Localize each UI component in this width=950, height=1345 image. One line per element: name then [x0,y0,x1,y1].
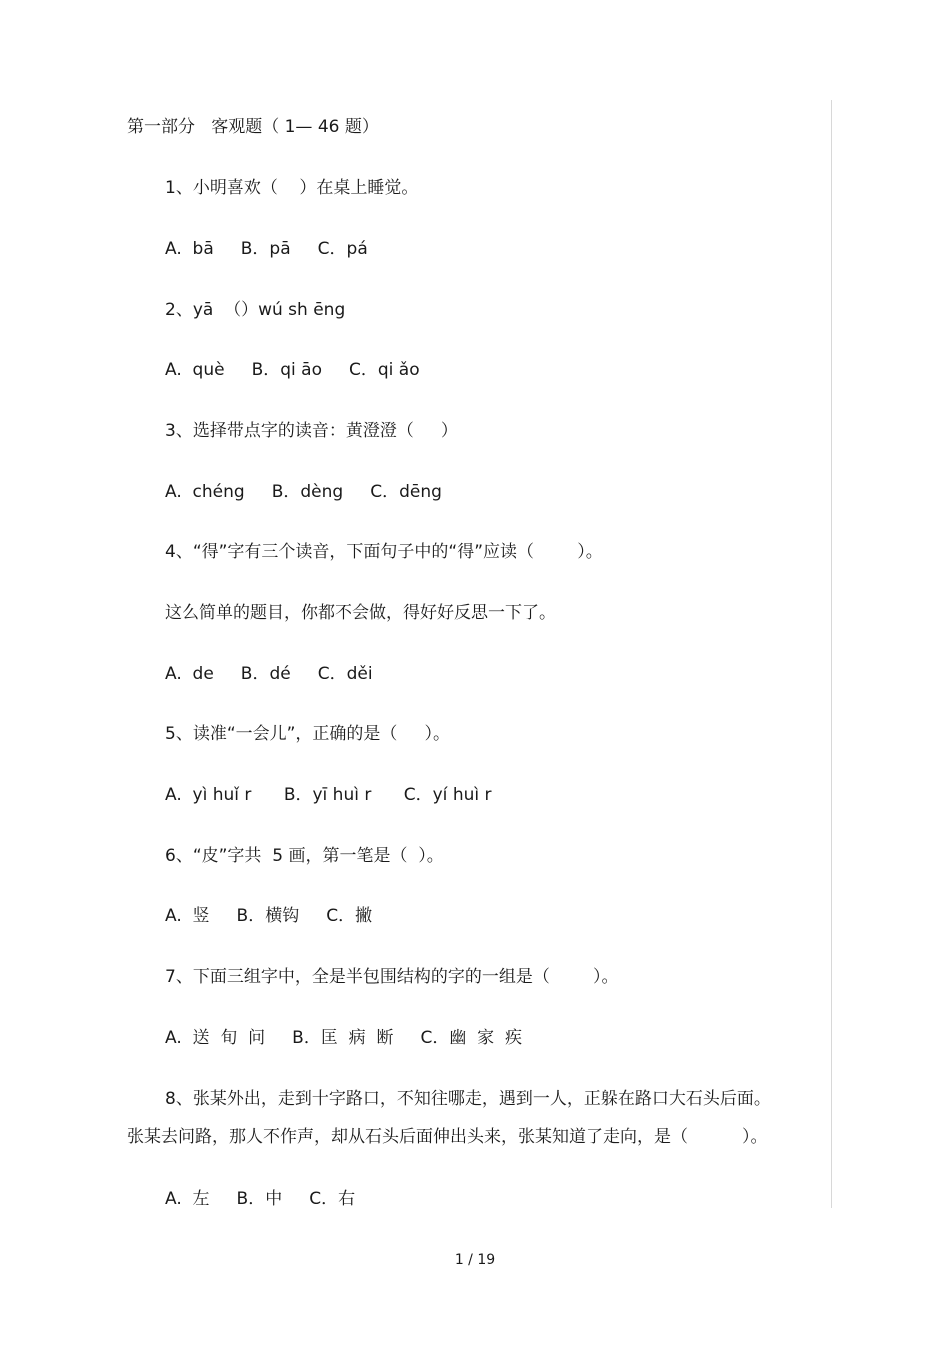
question-7-stem: 7、下面三组字中，全是半包围结构的字的一组是（ ）。 [165,967,619,987]
question-5-stem: 5、读准“一会儿”，正确的是（ ）。 [165,724,450,744]
question-8-options: A. 左 B．中 C．右 [165,1189,356,1209]
question-4-options: A. de B．dé C．děi [165,664,373,684]
section-title: 第一部分 客观题（ 1— 46 题） [127,117,379,137]
question-3-stem: 3、选择带点字的读音：黄澄澄（ ） [165,421,458,441]
question-7-options: A. 送 旬 问 B．匡 病 断 C．幽 家 疾 [165,1028,522,1048]
question-5-options: A. yì huǐ r B．yī huì r C．yí huì r [165,785,492,805]
question-2-options: A. què B．qi āo C．qi ǎo [165,360,420,380]
question-8-stem: 8、张某外出，走到十字路口，不知往哪走，遇到一人，正躲在路口大石头后面。 [165,1089,771,1109]
page-indicator: 1 / 19 [454,1252,496,1268]
question-1-stem: 1、小明喜欢（ ）在桌上睡觉。 [165,178,419,198]
question-4-sentence: 这么简单的题目，你都不会做，得好好反思一下了。 [165,603,556,623]
question-8-stem-continued: 张某去问路，那人不作声，却从石头后面伸出头来，张某知道了走向，是（ ）。 [127,1127,768,1147]
question-1-options: A. bā B．pā C．pá [165,239,368,259]
question-6-options: A. 竖 B．横钩 C．撇 [165,906,373,926]
right-margin-rule [831,100,832,1208]
question-3-options: A. chéng B．dèng C．dēng [165,482,442,502]
question-4-stem: 4、“得”字有三个读音，下面句子中的“得”应读（ ）。 [165,542,603,562]
question-2-stem: 2、yā （）wú sh ēng [165,300,346,320]
question-6-stem: 6、“皮”字共 5 画，第一笔是（ ）。 [165,846,444,866]
